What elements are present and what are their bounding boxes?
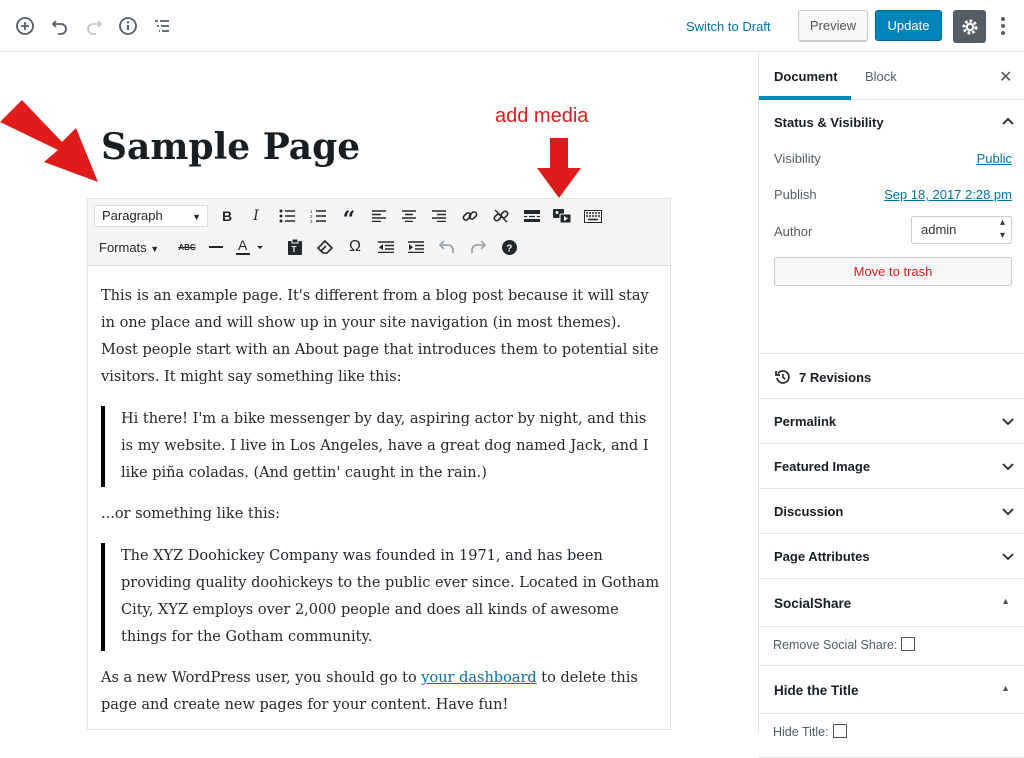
bulleted-list-icon[interactable] bbox=[275, 204, 299, 228]
hide-title-checkbox[interactable] bbox=[833, 724, 847, 738]
clear-formatting-icon[interactable] bbox=[313, 235, 337, 259]
socialshare-panel-header[interactable] bbox=[759, 579, 1024, 627]
classic-editor-block[interactable] bbox=[87, 198, 671, 730]
collapse-triangle-icon[interactable]: ▲ bbox=[1001, 596, 1010, 606]
content-blockquote: The XYZ Doohickey Company was founded in 1971, and has been providing quality doohickeys to the public ever since. Located in Gotham City, XYZ employs over 2,000 people and does all kinds of awesome things for the Gotham community. bbox=[101, 543, 661, 651]
svg-text:T: T bbox=[291, 245, 297, 254]
tab-block[interactable]: Block bbox=[865, 69, 897, 84]
content-text: As a new WordPress user, you should go to bbox=[101, 670, 422, 686]
discussion-title: Discussion bbox=[774, 504, 844, 519]
editor-header bbox=[0, 0, 1024, 52]
author-select[interactable] bbox=[911, 216, 1012, 244]
collapse-triangle-icon[interactable]: ▲ bbox=[1001, 683, 1010, 693]
editor-redo-icon[interactable] bbox=[466, 235, 490, 259]
blockquote-icon[interactable]: “ bbox=[342, 207, 356, 233]
editor-content[interactable] bbox=[101, 283, 661, 734]
hide-title-text: Hide Title: bbox=[773, 725, 829, 739]
paragraph-format-select[interactable] bbox=[94, 205, 208, 227]
svg-text:?: ? bbox=[505, 243, 512, 254]
paste-as-text-icon[interactable] bbox=[283, 235, 307, 259]
page-title[interactable]: Sample Page bbox=[101, 126, 361, 168]
page-attributes-panel[interactable] bbox=[759, 534, 1024, 579]
dropdown-caret-icon: ▼ bbox=[150, 244, 160, 254]
add-block-icon[interactable] bbox=[12, 13, 38, 39]
status-visibility-title[interactable]: Status & Visibility bbox=[774, 115, 884, 130]
socialshare-title: SocialShare bbox=[774, 596, 852, 611]
remove-social-share-label bbox=[773, 637, 915, 652]
content-paragraph: This is an example page. It's different from a blog post because it will stay in one place and will show up in your site navigation (in most themes). Most people start with an About page that introduces them to potential site visitors. It might say something like this: bbox=[101, 288, 659, 385]
chevron-down-icon[interactable] bbox=[1001, 417, 1015, 427]
formats-label: Formats bbox=[99, 240, 147, 255]
more-menu-icon[interactable] bbox=[996, 13, 1010, 39]
add-media-icon[interactable] bbox=[550, 204, 574, 228]
decrease-indent-icon[interactable] bbox=[374, 235, 398, 259]
insert-link-icon[interactable] bbox=[458, 204, 482, 228]
socialshare-panel-body bbox=[759, 627, 1024, 666]
revisions-icon bbox=[775, 369, 791, 385]
hide-title-title: Hide the Title bbox=[774, 683, 859, 698]
align-right-icon[interactable] bbox=[427, 204, 451, 228]
switch-to-draft-link[interactable]: Switch to Draft bbox=[686, 19, 771, 34]
annotation-arrow-icon bbox=[0, 98, 104, 188]
paragraph-format-label: Paragraph bbox=[102, 208, 163, 223]
italic-icon[interactable]: I bbox=[253, 208, 259, 224]
hide-title-panel-header[interactable] bbox=[759, 666, 1024, 714]
move-to-trash-button[interactable]: Move to trash bbox=[774, 257, 1012, 286]
strikethrough-icon[interactable]: ABC bbox=[178, 242, 196, 252]
tab-document[interactable]: Document bbox=[774, 69, 838, 84]
numbered-list-icon[interactable] bbox=[306, 204, 330, 228]
annotation-down-arrow-icon bbox=[537, 138, 581, 198]
visibility-value-link[interactable]: Public bbox=[976, 151, 1012, 166]
chevron-down-icon[interactable] bbox=[1001, 462, 1015, 472]
content-paragraph bbox=[101, 665, 661, 719]
help-icon[interactable] bbox=[497, 235, 521, 259]
revisions-panel[interactable] bbox=[759, 354, 1024, 399]
svg-text:1: 1 bbox=[310, 209, 313, 214]
featured-image-panel[interactable] bbox=[759, 444, 1024, 489]
keyboard-icon[interactable] bbox=[581, 204, 605, 228]
horizontal-line-icon[interactable] bbox=[204, 235, 228, 259]
info-icon[interactable] bbox=[115, 13, 141, 39]
permalink-panel[interactable] bbox=[759, 399, 1024, 444]
featured-image-title: Featured Image bbox=[774, 459, 871, 474]
remove-social-share-checkbox[interactable] bbox=[901, 637, 915, 651]
discussion-panel[interactable] bbox=[759, 489, 1024, 534]
increase-indent-icon[interactable] bbox=[404, 235, 428, 259]
hide-title-label bbox=[773, 724, 847, 739]
special-character-icon[interactable]: Ω bbox=[349, 238, 361, 255]
revisions-label: 7 Revisions bbox=[799, 370, 872, 385]
publish-label: Publish bbox=[774, 187, 817, 202]
status-visibility-panel bbox=[759, 100, 1024, 354]
sidebar-tabs bbox=[759, 52, 1024, 100]
chevron-up-icon[interactable] bbox=[1001, 116, 1015, 126]
dashboard-link[interactable]: your dashboard bbox=[421, 670, 537, 686]
text-color-icon[interactable] bbox=[234, 235, 268, 259]
editor-area bbox=[0, 52, 758, 734]
unlink-icon[interactable] bbox=[489, 204, 513, 228]
read-more-icon[interactable] bbox=[520, 204, 544, 228]
permalink-title: Permalink bbox=[774, 414, 837, 429]
svg-text:A: A bbox=[238, 238, 248, 253]
content-paragraph: ...or something like this: bbox=[101, 506, 281, 522]
remove-social-share-text: Remove Social Share: bbox=[773, 638, 898, 652]
svg-text:3: 3 bbox=[310, 219, 313, 223]
align-left-icon[interactable] bbox=[367, 204, 391, 228]
chevron-down-icon[interactable] bbox=[1001, 507, 1015, 517]
dropdown-caret-icon: ▼ bbox=[192, 212, 201, 222]
hide-title-panel-body bbox=[759, 714, 1024, 758]
content-blockquote: Hi there! I'm a bike messenger by day, aspiring actor by night, and this is my website. I live in Los Angeles, have a great dog named Jack, and I like piña coladas. (And gettin' caught in the rain.) bbox=[101, 406, 661, 487]
gear-icon bbox=[960, 17, 980, 37]
settings-sidebar bbox=[758, 52, 1024, 739]
block-navigation-icon[interactable] bbox=[149, 13, 175, 39]
update-button[interactable]: Update bbox=[875, 10, 942, 41]
preview-button[interactable]: Preview bbox=[798, 10, 868, 41]
align-center-icon[interactable] bbox=[397, 204, 421, 228]
bold-icon[interactable]: B bbox=[221, 208, 233, 224]
editor-undo-icon[interactable] bbox=[435, 235, 459, 259]
redo-icon[interactable] bbox=[81, 13, 107, 39]
chevron-down-icon[interactable] bbox=[1001, 552, 1015, 562]
svg-text:2: 2 bbox=[310, 214, 313, 219]
visibility-label: Visibility bbox=[774, 151, 821, 166]
page-attributes-title: Page Attributes bbox=[774, 549, 870, 564]
author-label: Author bbox=[774, 224, 813, 239]
close-icon[interactable]: ✕ bbox=[999, 69, 1013, 86]
settings-button[interactable] bbox=[953, 10, 986, 43]
select-arrows-icon: ▴ ▾ bbox=[999, 217, 1005, 241]
undo-icon[interactable] bbox=[47, 13, 73, 39]
annotation-label: add media bbox=[495, 105, 589, 127]
publish-date-link[interactable]: Sep 18, 2017 2:28 pm bbox=[884, 187, 1012, 202]
formats-menu[interactable] bbox=[99, 240, 159, 255]
content-text: to delete this page and create new pages for your content. Have fun! bbox=[101, 670, 638, 713]
editor-toolbar bbox=[88, 199, 670, 266]
author-value: admin bbox=[921, 222, 957, 237]
